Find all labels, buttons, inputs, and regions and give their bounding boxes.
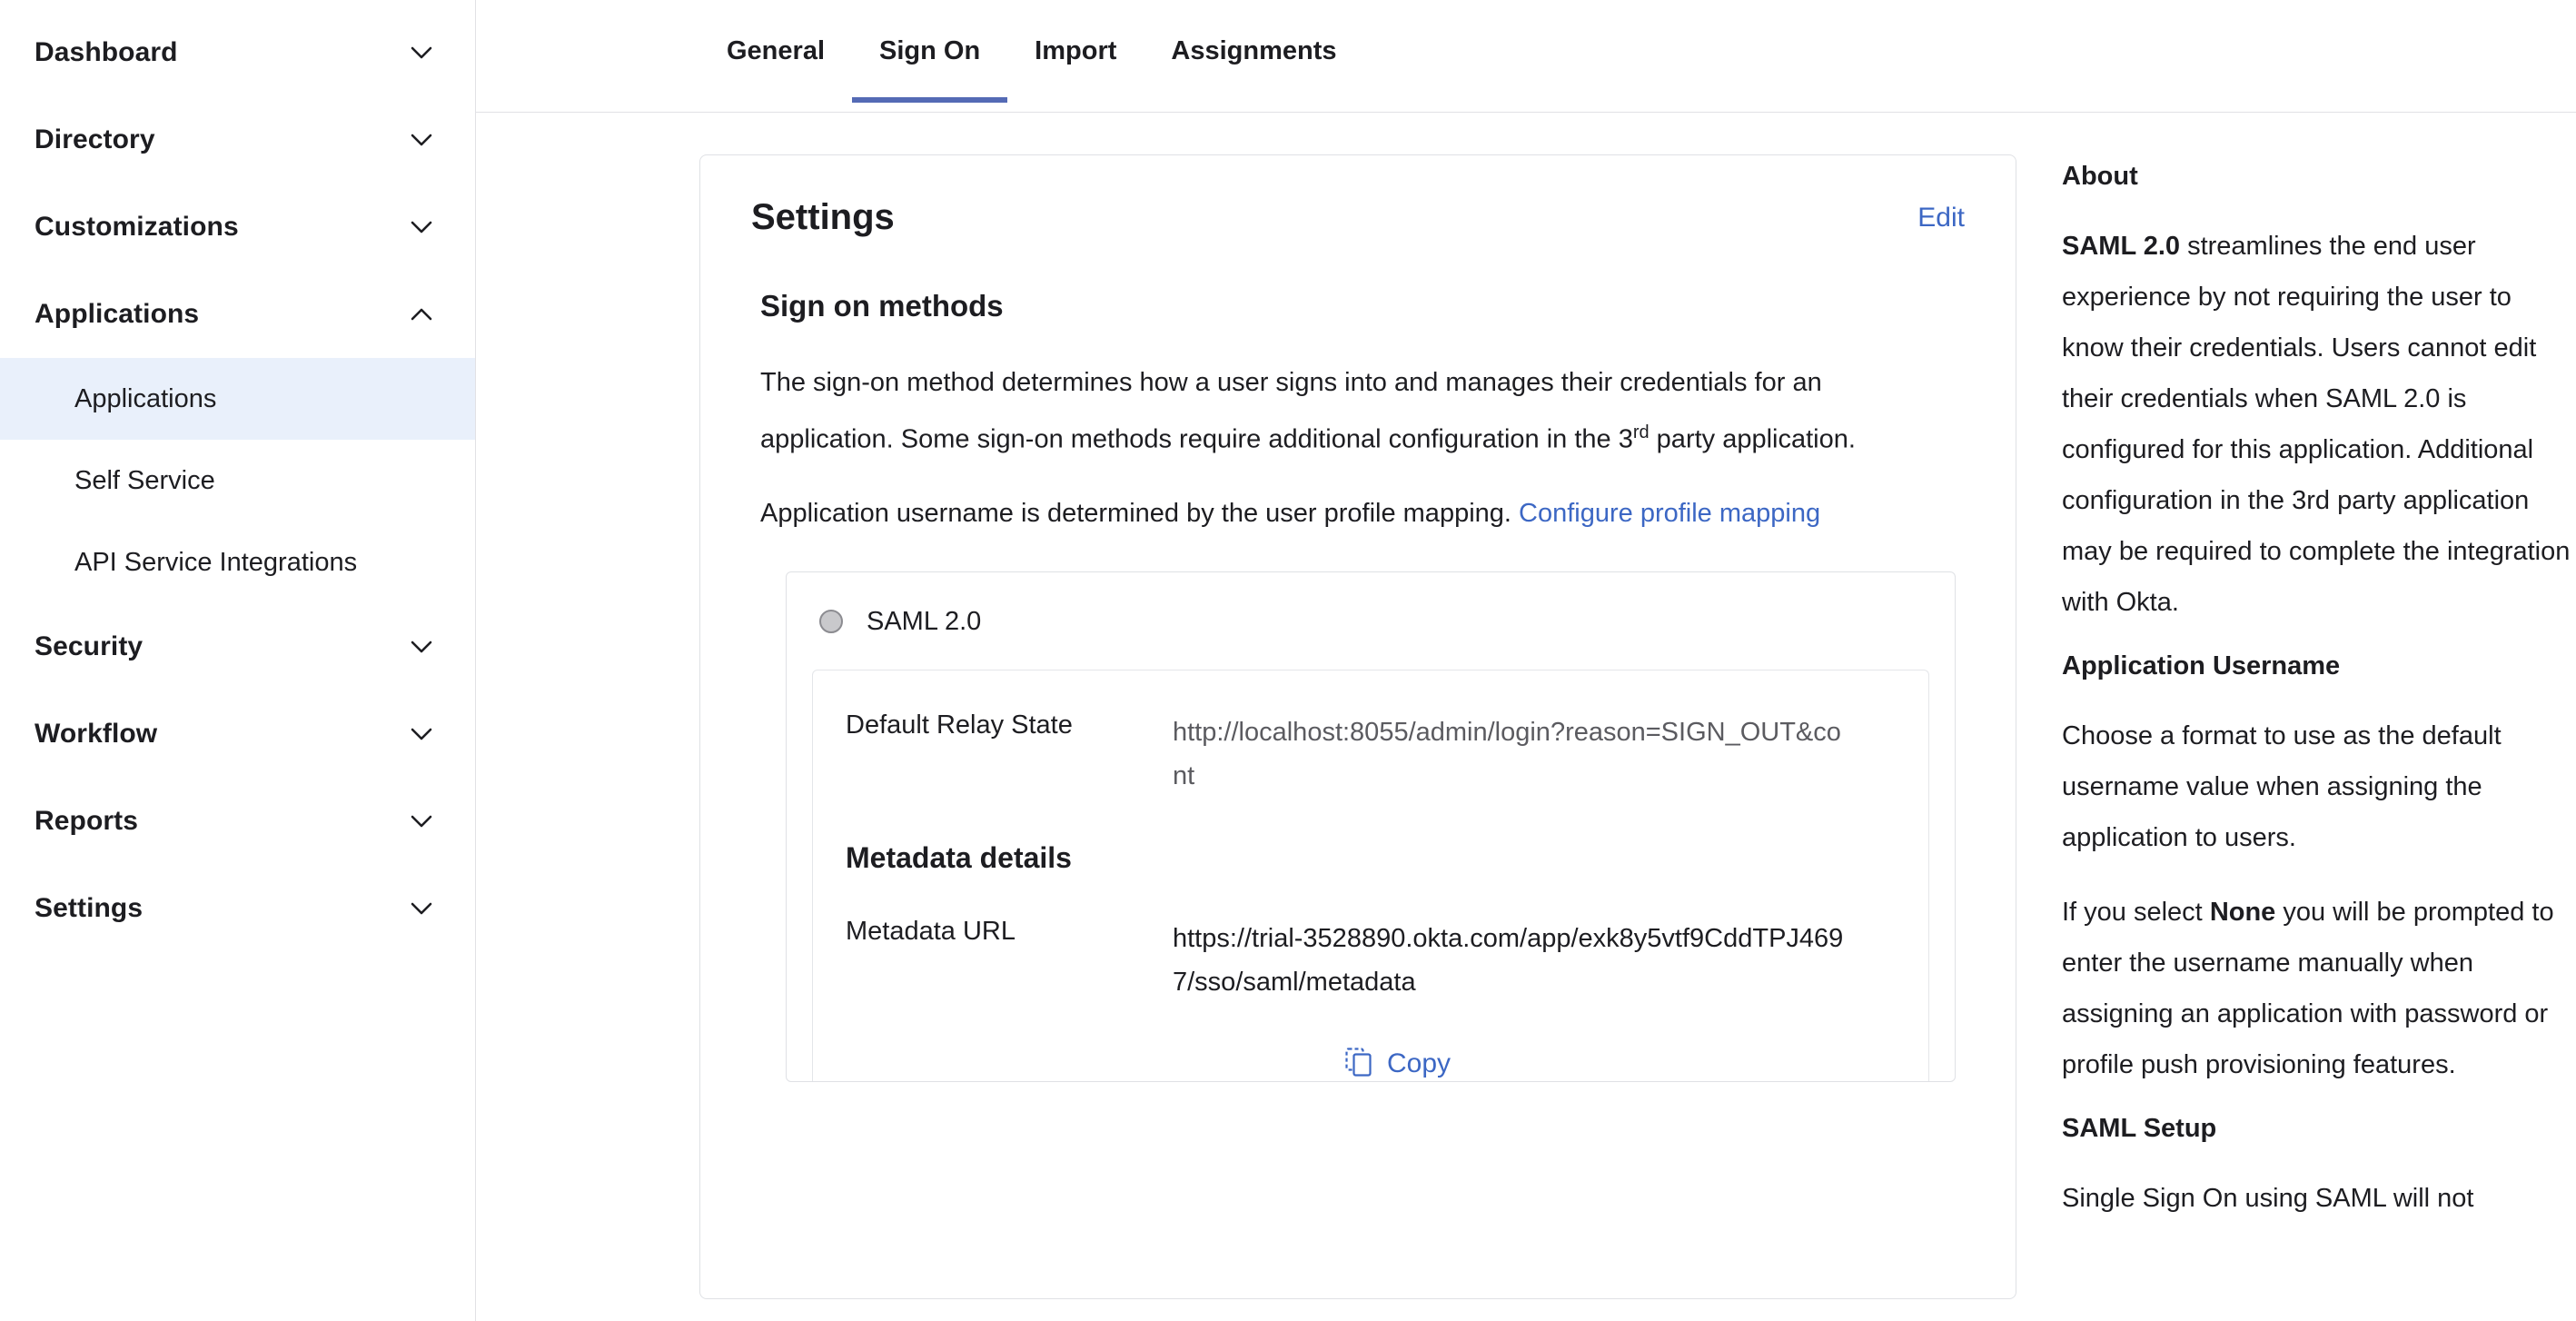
tab-label: Sign On bbox=[879, 36, 981, 65]
tab-label: Import bbox=[1035, 36, 1117, 65]
sidebar-item-self-service[interactable] bbox=[0, 440, 475, 521]
sidebar bbox=[0, 0, 476, 1321]
chevron-down-icon[interactable] bbox=[410, 128, 433, 152]
about-application-username-heading: Application Username bbox=[2062, 651, 2341, 680]
settings-card bbox=[699, 154, 2016, 1299]
chevron-down-icon[interactable] bbox=[410, 635, 433, 659]
tab-general[interactable] bbox=[699, 0, 852, 103]
username-mapping-text: Application username is determined by the user profile mapping. bbox=[760, 498, 1511, 528]
sidebar-item-label: API Service Integrations bbox=[74, 547, 358, 577]
description-part-1: The sign-on method determines how a user signs into and manages their credentials for an application. Some sign-on methods require additional configuration in the 3 bbox=[760, 368, 1822, 454]
tab-assignments[interactable] bbox=[1144, 0, 1363, 103]
sidebar-group-label: Security bbox=[35, 631, 144, 661]
copy-label[interactable]: Copy bbox=[1386, 1048, 1451, 1079]
sidebar-item-label: Applications bbox=[74, 383, 217, 413]
radio-icon[interactable] bbox=[819, 610, 843, 633]
metadata-details-title: Metadata details bbox=[846, 840, 1072, 874]
field-default-relay-state bbox=[813, 710, 1928, 798]
copy-metadata-url-button[interactable] bbox=[813, 1048, 1928, 1081]
about-saml-setup-paragraph: Single Sign On using SAML will not bbox=[2062, 1184, 2474, 1213]
section-title-sign-on-methods: Sign on methods bbox=[760, 289, 1004, 323]
chevron-down-icon[interactable] bbox=[410, 215, 433, 239]
tab-bar bbox=[476, 0, 2576, 113]
main-content bbox=[476, 0, 2576, 1321]
sidebar-group-label: Directory bbox=[35, 124, 155, 154]
about-heading: About bbox=[2062, 162, 2138, 191]
settings-card-header bbox=[751, 197, 1965, 238]
sidebar-group-security[interactable] bbox=[0, 603, 475, 690]
description-part-2: party application. bbox=[1649, 424, 1856, 454]
about-saml-bold: SAML 2.0 bbox=[2062, 232, 2181, 261]
tab-label: Assignments bbox=[1171, 36, 1337, 65]
sidebar-group-applications[interactable] bbox=[0, 271, 475, 358]
saml-details-box bbox=[812, 670, 1929, 1081]
sidebar-group-label: Reports bbox=[35, 806, 139, 836]
about-none-prefix: If you select bbox=[2062, 898, 2210, 927]
sidebar-item-applications[interactable] bbox=[0, 358, 475, 440]
field-value: http://localhost:8055/admin/login?reason=SIGN_OUT&cont bbox=[1173, 717, 1841, 790]
field-value: https://trial-3528890.okta.com/app/exk8y5vtf9CddTPJ4697/sso/saml/metadata bbox=[1173, 923, 1844, 997]
chevron-up-icon[interactable] bbox=[410, 303, 433, 326]
copy-icon[interactable] bbox=[1345, 1048, 1372, 1081]
edit-button[interactable]: Edit bbox=[1917, 202, 1965, 233]
sign-on-method-saml-box bbox=[786, 571, 1956, 1082]
saml-radio-row[interactable] bbox=[787, 607, 1955, 637]
about-none-bold: None bbox=[2209, 898, 2276, 927]
sidebar-group-label: Customizations bbox=[35, 212, 239, 242]
sidebar-group-settings[interactable] bbox=[0, 865, 475, 952]
about-saml-setup-heading: SAML Setup bbox=[2062, 1114, 2217, 1143]
ordinal-suffix: rd bbox=[1632, 422, 1650, 442]
chevron-down-icon[interactable] bbox=[410, 897, 433, 920]
about-saml-text: streamlines the end user experience by not requiring the user to know their credentials. Users cannot edit their credentials when SAML 2.0 is configured for this application. Additional configuration in the 3rd party application may be required to complete the integration with Okta. bbox=[2062, 232, 2571, 617]
about-panel bbox=[2062, 154, 2571, 1299]
sidebar-group-reports[interactable] bbox=[0, 778, 475, 865]
chevron-down-icon[interactable] bbox=[410, 41, 433, 65]
about-saml-paragraph bbox=[2062, 221, 2571, 628]
sidebar-group-directory[interactable] bbox=[0, 96, 475, 184]
sidebar-group-label: Dashboard bbox=[35, 37, 178, 67]
chevron-down-icon[interactable] bbox=[410, 722, 433, 746]
configure-profile-mapping-link[interactable]: Configure profile mapping bbox=[1519, 498, 1821, 528]
about-application-username-paragraph-2 bbox=[2062, 887, 2571, 1090]
sidebar-group-label: Applications bbox=[35, 299, 200, 329]
chevron-down-icon[interactable] bbox=[410, 809, 433, 833]
page-title: Settings bbox=[751, 197, 895, 237]
content-columns bbox=[476, 113, 2576, 1299]
about-none-suffix: you will be prompted to enter the username manually when assigning an application with password or profile push provisioning features. bbox=[2062, 898, 2554, 1079]
sidebar-item-api-service-integrations[interactable] bbox=[0, 521, 475, 603]
about-application-username-paragraph-1: Choose a format to use as the default username value when assigning the application to users. bbox=[2062, 721, 2502, 852]
application-username-description bbox=[760, 489, 1959, 539]
tab-label: General bbox=[727, 36, 825, 65]
saml-radio-label: SAML 2.0 bbox=[867, 606, 982, 636]
sidebar-group-workflow[interactable] bbox=[0, 690, 475, 778]
sidebar-item-label: Self Service bbox=[74, 465, 215, 495]
sidebar-group-customizations[interactable] bbox=[0, 184, 475, 271]
sidebar-group-label: Workflow bbox=[35, 719, 158, 749]
field-metadata-url bbox=[813, 917, 1928, 1004]
tab-import[interactable] bbox=[1007, 0, 1144, 103]
field-label: Default Relay State bbox=[846, 710, 1073, 740]
sidebar-group-dashboard[interactable] bbox=[0, 9, 475, 96]
tab-sign-on[interactable] bbox=[852, 0, 1007, 103]
sign-on-method-description bbox=[760, 358, 1959, 465]
sidebar-group-label: Settings bbox=[35, 893, 144, 923]
field-label: Metadata URL bbox=[846, 916, 1016, 946]
